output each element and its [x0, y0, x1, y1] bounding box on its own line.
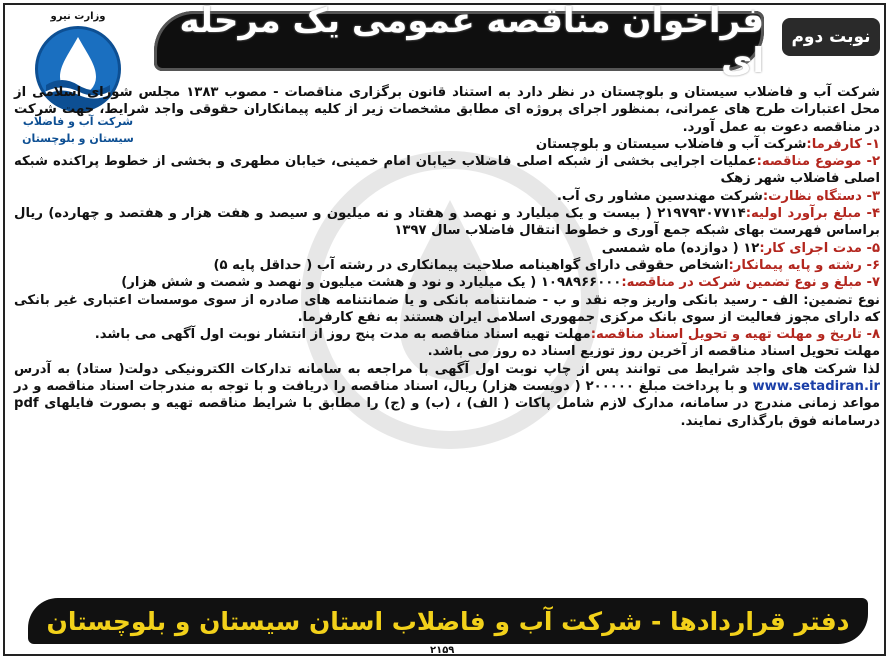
- item-label: ۸- تاریخ و مهلت تهیه و تحویل اسناد مناقصه:: [590, 327, 880, 343]
- item-text: شرکت مهندسین مشاور ری آب.: [556, 188, 763, 204]
- footer-banner: [28, 598, 868, 644]
- item-supervisor: [14, 188, 880, 205]
- submission-deadline: مهلت تحویل اسناد مناقصه از آخرین روز توزیع اسناد ده روز می باشد.: [427, 344, 880, 360]
- item-employer: [14, 136, 880, 153]
- closing-paragraph: [14, 361, 880, 430]
- item-text: شرکت آب و فاضلاب سیستان و بلوچستان: [535, 136, 807, 152]
- item-label: ۴- مبلغ برآورد اولیه:: [745, 206, 881, 222]
- item-subject: [14, 153, 880, 188]
- company-name-line2: سیستان و بلوچستان: [22, 132, 134, 145]
- setad-link[interactable]: www.setadiran.ir: [752, 379, 880, 395]
- company-name-line1: شرکت آب و فاضلاب: [22, 115, 134, 128]
- item-text: ۲۱۹۷۹۳۰۷۷۱۴ ( بیست و یک میلیارد و نهصد و هفتاد و نه میلیون و سیصد و هفت هزار و هفتصد و چهارده) ریال براساس فهرست بهای شبکه جمع آوری و خطوط انتقال فاضلاب سال ۱۳۹۷: [14, 206, 880, 239]
- item-label: ۵- مدت اجرای کار:: [759, 240, 880, 256]
- round-badge-text: نوبت دوم: [791, 27, 871, 47]
- item-label: ۳- دستگاه نظارت:: [762, 188, 880, 204]
- item-label: ۷- مبلغ و نوع تضمین شرکت در مناقصه:: [621, 275, 880, 291]
- advertisement-body: [14, 84, 880, 430]
- item-text: عملیات اجرایی بخشی از شبکه اصلی فاضلاب خیابان امام خمینی، خیابان مطهری و بخشی از خطوط پراکنده شبکه اصلی فاضلاب شهر زهک: [14, 154, 880, 187]
- item-documents-deadline: [14, 326, 880, 343]
- item-label: ۱- کارفرما:: [806, 136, 880, 152]
- item-label: ۲- موضوع مناقصه:: [756, 154, 880, 170]
- footer-text: دفتر قراردادها - شرکت آب و فاضلاب استان سیستان و بلوچستان: [46, 606, 850, 636]
- round-badge: [782, 18, 880, 56]
- item-text: ۱۲ ( دوازده) ماه شمسی: [601, 240, 760, 256]
- item-duration: [14, 240, 880, 257]
- closing-text-1: لذا شرکت های واجد شرایط می توانند پس از چاپ نوبت اول آگهی با مراجعه به سامانه تدارکات الکترونیکی دولت( ستاد) به آدرس: [14, 361, 880, 377]
- closing-text-2: و با پرداخت مبلغ ۲۰۰۰۰۰ ( دویست هزار) ریال، اسناد مناقصه را دریافت و با توجه به مندرجات اسناد مناقصه و در مواعد زمانی مندرج در سامانه، مدارک لازم شامل پاکات ( الف) ، (ب) و (ج) را مطابق با شرایط مناقصه تهیه و بصورت فایلهای pdf درسامانه فوق بارگذاری نمایند.: [14, 379, 880, 429]
- item-guarantee-amount: [14, 274, 880, 291]
- item-text: ۱۰۹۸۹۶۶۰۰۰ ( یک میلیارد و نود و هشت میلیون و نهصد و شصت و شش هزار): [121, 275, 622, 291]
- title-banner: [154, 1, 764, 81]
- ad-code: ۲۱۵۹: [430, 645, 455, 656]
- item-text: اشخاص حقوقی دارای گواهینامه صلاحیت پیمانکاری در رشته آب ( حداقل پایه ۵): [213, 257, 729, 273]
- item-contractor-grade: [14, 257, 880, 274]
- guarantee-type: نوع تضمین: الف - رسید بانکی واریز وجه نقد و ب - ضمانتنامه بانکی و یا ضمانتنامه های صادره از سوی موسسات اعتباری غیر بانکی که دارای مجوز فعالیت از سوی بانک مرکزی جمهوری اسلامی ایران هستند به نفع کارفرما.: [14, 292, 880, 325]
- item-label: ۶- رشته و پایه پیمانکار:: [728, 257, 880, 273]
- intro-paragraph: شرکت آب و فاضلاب سیستان و بلوچستان در نظر دارد به استناد قانون برگزاری مناقصات - مصوب ۱۳۸۳ مجلس شورای اسلامی از محل اعتبارات طرح های عمرانی، بمنظور اجرای پروژه ای مطابق مشخصات زیر از کلیه پیمانکاران حقوقی واجد شرایط، جهت شرکت در مناقصه دعوت به عمل آورد.: [14, 85, 880, 135]
- item-text: مهلت تهیه اسناد مناقصه به مدت پنج روز از انتشار نوبت اول آگهی می باشد.: [94, 327, 591, 343]
- page-title: فراخوان مناقصه عمومی یک مرحله ای: [179, 1, 764, 81]
- item-estimate: [14, 205, 880, 240]
- ministry-name: وزارت نیرو: [50, 11, 106, 22]
